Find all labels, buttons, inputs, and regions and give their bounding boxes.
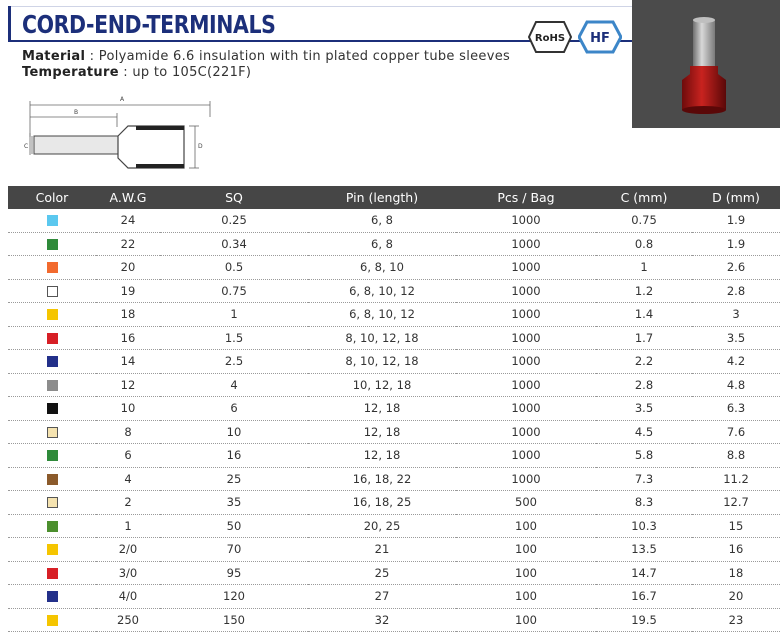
- pin-length-cell: 6, 8, 10, 12: [308, 303, 456, 327]
- sq-cell: 0.34: [160, 232, 308, 256]
- pin-length-cell: 21: [308, 538, 456, 562]
- sq-cell: 6: [160, 397, 308, 421]
- color-swatch: [47, 450, 58, 461]
- color-cell: [8, 491, 96, 515]
- c-mm-cell: 2.8: [596, 373, 692, 397]
- awg-cell: 24: [96, 209, 160, 232]
- awg-cell: 250: [96, 608, 160, 632]
- pcs-per-bag-cell: 1000: [456, 444, 596, 468]
- table-row: [8, 326, 780, 350]
- diagram-label-c: C: [24, 143, 29, 150]
- pcs-per-bag-cell: 500: [456, 491, 596, 515]
- table-row: [8, 561, 780, 585]
- column-header: D (mm): [692, 186, 780, 209]
- pcs-per-bag-cell: 1000: [456, 420, 596, 444]
- color-swatch: [47, 544, 58, 555]
- table-body: [8, 209, 780, 632]
- color-swatch: [47, 497, 58, 508]
- awg-cell: 3/0: [96, 561, 160, 585]
- material-label: Material: [22, 49, 86, 64]
- pin-length-cell: 8, 10, 12, 18: [308, 326, 456, 350]
- awg-cell: 4/0: [96, 585, 160, 609]
- awg-cell: 14: [96, 350, 160, 374]
- sq-cell: 0.75: [160, 279, 308, 303]
- c-mm-cell: 16.7: [596, 585, 692, 609]
- color-swatch: [47, 427, 58, 438]
- color-swatch: [47, 474, 58, 485]
- d-mm-cell: 11.2: [692, 467, 780, 491]
- table-row: [8, 467, 780, 491]
- d-mm-cell: 16: [692, 538, 780, 562]
- table-row: [8, 608, 780, 632]
- c-mm-cell: 10.3: [596, 514, 692, 538]
- c-mm-cell: 7.3: [596, 467, 692, 491]
- c-mm-cell: 1.2: [596, 279, 692, 303]
- pin-length-cell: 6, 8, 10, 12: [308, 279, 456, 303]
- d-mm-cell: 12.7: [692, 491, 780, 515]
- pin-length-cell: 16, 18, 25: [308, 491, 456, 515]
- d-mm-cell: 1.9: [692, 209, 780, 232]
- d-mm-cell: 15: [692, 514, 780, 538]
- rohs-badge-text: RoHS: [534, 33, 566, 44]
- color-swatch: [47, 309, 58, 320]
- pcs-per-bag-cell: 1000: [456, 279, 596, 303]
- awg-cell: 2: [96, 491, 160, 515]
- color-swatch: [47, 615, 58, 626]
- table-row: [8, 373, 780, 397]
- c-mm-cell: 8.3: [596, 491, 692, 515]
- title-accent-bar: [8, 6, 11, 42]
- awg-cell: 22: [96, 232, 160, 256]
- sq-cell: 10: [160, 420, 308, 444]
- sq-cell: 1.5: [160, 326, 308, 350]
- sq-cell: 70: [160, 538, 308, 562]
- color-swatch: [47, 356, 58, 367]
- pcs-per-bag-cell: 1000: [456, 232, 596, 256]
- column-header: SQ: [160, 186, 308, 209]
- table-row: [8, 350, 780, 374]
- color-swatch: [47, 521, 58, 532]
- hf-badge-icon: [578, 20, 622, 54]
- diagram-label-b: B: [74, 109, 79, 116]
- column-header: Color: [8, 186, 96, 209]
- c-mm-cell: 0.75: [596, 209, 692, 232]
- title-top-rule: [8, 6, 632, 7]
- pin-length-cell: 25: [308, 561, 456, 585]
- hf-badge-text: HF: [590, 31, 610, 46]
- table-row: [8, 279, 780, 303]
- pcs-per-bag-cell: 1000: [456, 467, 596, 491]
- rohs-badge-icon: [528, 20, 572, 54]
- d-mm-cell: 8.8: [692, 444, 780, 468]
- sq-cell: 120: [160, 585, 308, 609]
- awg-cell: 12: [96, 373, 160, 397]
- spec-table: [8, 186, 780, 632]
- c-mm-cell: 4.5: [596, 420, 692, 444]
- pin-length-cell: 20, 25: [308, 514, 456, 538]
- awg-cell: 6: [96, 444, 160, 468]
- color-swatch: [47, 215, 58, 226]
- pin-length-cell: 32: [308, 608, 456, 632]
- color-cell: [8, 256, 96, 280]
- page-title: CORD-END-TERMINALS: [22, 10, 276, 39]
- pcs-per-bag-cell: 100: [456, 608, 596, 632]
- color-cell: [8, 608, 96, 632]
- c-mm-cell: 1.4: [596, 303, 692, 327]
- d-mm-cell: 2.6: [692, 256, 780, 280]
- d-mm-cell: 1.9: [692, 232, 780, 256]
- c-mm-cell: 0.8: [596, 232, 692, 256]
- color-cell: [8, 420, 96, 444]
- color-cell: [8, 538, 96, 562]
- pin-length-cell: 6, 8: [308, 232, 456, 256]
- color-cell: [8, 350, 96, 374]
- c-mm-cell: 2.2: [596, 350, 692, 374]
- color-cell: [8, 303, 96, 327]
- d-mm-cell: 23: [692, 608, 780, 632]
- color-cell: [8, 585, 96, 609]
- sq-cell: 150: [160, 608, 308, 632]
- pin-length-cell: 6, 8: [308, 209, 456, 232]
- temperature-line: [22, 65, 251, 80]
- pcs-per-bag-cell: 100: [456, 561, 596, 585]
- pin-length-cell: 27: [308, 585, 456, 609]
- column-header: A.W.G: [96, 186, 160, 209]
- table-row: [8, 444, 780, 468]
- d-mm-cell: 20: [692, 585, 780, 609]
- column-header: Pin (length): [308, 186, 456, 209]
- table-row: [8, 538, 780, 562]
- table-row: [8, 209, 780, 232]
- column-header: Pcs / Bag: [456, 186, 596, 209]
- color-cell: [8, 561, 96, 585]
- awg-cell: 18: [96, 303, 160, 327]
- d-mm-cell: 4.8: [692, 373, 780, 397]
- sq-cell: 16: [160, 444, 308, 468]
- table-row: [8, 491, 780, 515]
- pin-length-cell: 12, 18: [308, 397, 456, 421]
- color-cell: [8, 279, 96, 303]
- color-cell: [8, 232, 96, 256]
- sq-cell: 35: [160, 491, 308, 515]
- c-mm-cell: 3.5: [596, 397, 692, 421]
- sq-cell: 1: [160, 303, 308, 327]
- color-cell: [8, 514, 96, 538]
- color-cell: [8, 373, 96, 397]
- color-cell: [8, 444, 96, 468]
- d-mm-cell: 3: [692, 303, 780, 327]
- awg-cell: 20: [96, 256, 160, 280]
- color-swatch: [47, 403, 58, 414]
- sq-cell: 4: [160, 373, 308, 397]
- awg-cell: 8: [96, 420, 160, 444]
- color-cell: [8, 397, 96, 421]
- d-mm-cell: 6.3: [692, 397, 780, 421]
- pcs-per-bag-cell: 100: [456, 514, 596, 538]
- color-cell: [8, 209, 96, 232]
- pin-length-cell: 16, 18, 22: [308, 467, 456, 491]
- pin-length-cell: 6, 8, 10: [308, 256, 456, 280]
- temperature-label: Temperature: [22, 65, 119, 80]
- table-row: [8, 303, 780, 327]
- awg-cell: 16: [96, 326, 160, 350]
- pin-length-cell: 12, 18: [308, 444, 456, 468]
- pcs-per-bag-cell: 1000: [456, 303, 596, 327]
- pin-length-cell: 10, 12, 18: [308, 373, 456, 397]
- pcs-per-bag-cell: 1000: [456, 256, 596, 280]
- material-line: [22, 49, 510, 64]
- color-swatch: [47, 239, 58, 250]
- pcs-per-bag-cell: 100: [456, 585, 596, 609]
- table-row: [8, 232, 780, 256]
- pcs-per-bag-cell: 1000: [456, 350, 596, 374]
- awg-cell: 4: [96, 467, 160, 491]
- terminal-dimension-diagram: [24, 92, 224, 172]
- color-swatch: [47, 262, 58, 273]
- awg-cell: 10: [96, 397, 160, 421]
- c-mm-cell: 19.5: [596, 608, 692, 632]
- product-photo: [632, 0, 780, 128]
- c-mm-cell: 1.7: [596, 326, 692, 350]
- table-row: [8, 514, 780, 538]
- diagram-label-d: D: [198, 143, 203, 150]
- table-row: [8, 585, 780, 609]
- color-swatch: [47, 591, 58, 602]
- column-header: C (mm): [596, 186, 692, 209]
- sq-cell: 25: [160, 467, 308, 491]
- diagram-label-a: A: [120, 96, 125, 103]
- pin-length-cell: 8, 10, 12, 18: [308, 350, 456, 374]
- pcs-per-bag-cell: 1000: [456, 326, 596, 350]
- color-swatch: [47, 380, 58, 391]
- pin-length-cell: 12, 18: [308, 420, 456, 444]
- d-mm-cell: 4.2: [692, 350, 780, 374]
- d-mm-cell: 7.6: [692, 420, 780, 444]
- sq-cell: 0.5: [160, 256, 308, 280]
- table-row: [8, 397, 780, 421]
- sq-cell: 50: [160, 514, 308, 538]
- d-mm-cell: 2.8: [692, 279, 780, 303]
- awg-cell: 2/0: [96, 538, 160, 562]
- pcs-per-bag-cell: 1000: [456, 209, 596, 232]
- material-value: : Polyamide 6.6 insulation with tin plated copper tube sleeves: [85, 49, 511, 64]
- sq-cell: 95: [160, 561, 308, 585]
- sq-cell: 0.25: [160, 209, 308, 232]
- sq-cell: 2.5: [160, 350, 308, 374]
- color-swatch: [47, 333, 58, 344]
- temperature-value: : up to 105C(221F): [118, 65, 252, 80]
- color-swatch: [47, 568, 58, 579]
- d-mm-cell: 18: [692, 561, 780, 585]
- color-cell: [8, 326, 96, 350]
- c-mm-cell: 5.8: [596, 444, 692, 468]
- table-row: [8, 256, 780, 280]
- table-header-row: [8, 186, 780, 209]
- c-mm-cell: 13.5: [596, 538, 692, 562]
- pcs-per-bag-cell: 100: [456, 538, 596, 562]
- pcs-per-bag-cell: 1000: [456, 397, 596, 421]
- color-cell: [8, 467, 96, 491]
- pcs-per-bag-cell: 1000: [456, 373, 596, 397]
- color-swatch: [47, 286, 58, 297]
- table-row: [8, 420, 780, 444]
- awg-cell: 19: [96, 279, 160, 303]
- c-mm-cell: 14.7: [596, 561, 692, 585]
- c-mm-cell: 1: [596, 256, 692, 280]
- awg-cell: 1: [96, 514, 160, 538]
- d-mm-cell: 3.5: [692, 326, 780, 350]
